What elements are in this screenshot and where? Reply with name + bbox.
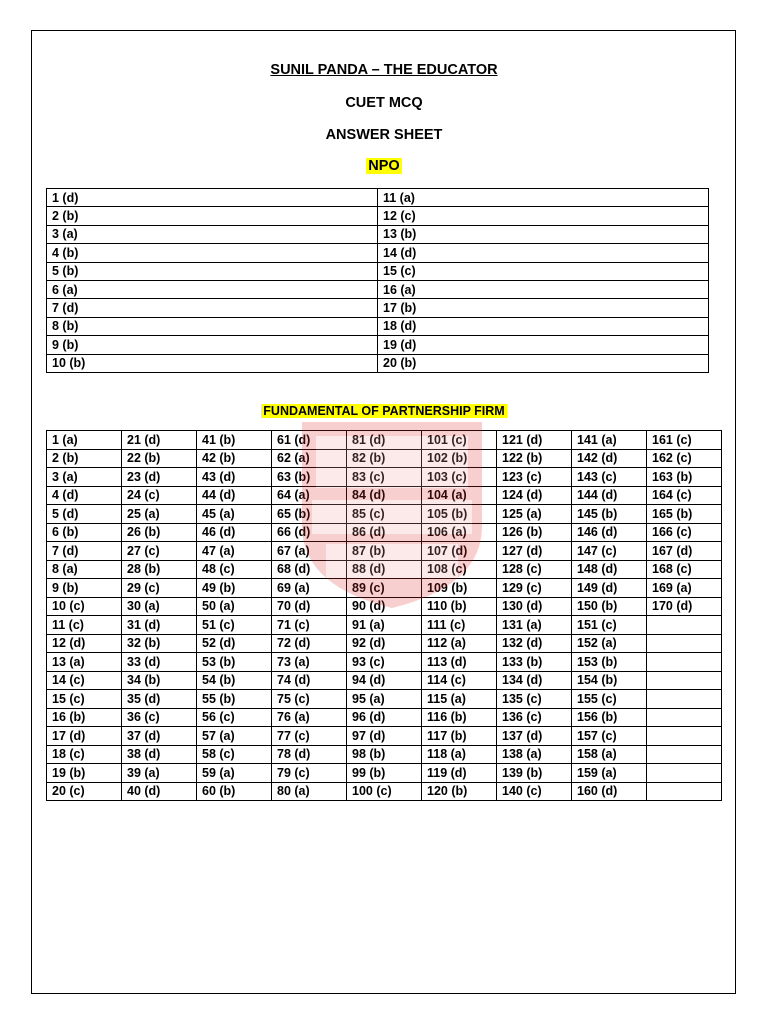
answer-cell: 13 (b) <box>378 225 709 243</box>
answer-cell: 12 (c) <box>378 207 709 225</box>
answer-cell: 151 (c) <box>572 616 647 635</box>
answer-cell: 120 (b) <box>422 782 497 801</box>
answer-cell: 15 (c) <box>47 690 122 709</box>
answer-cell: 10 (c) <box>47 597 122 616</box>
table-row <box>47 207 709 225</box>
answer-cell: 67 (a) <box>272 542 347 561</box>
answer-cell: 8 (a) <box>47 560 122 579</box>
answer-cell: 79 (c) <box>272 764 347 783</box>
answer-cell: 136 (c) <box>497 708 572 727</box>
answer-cell: 4 (d) <box>47 486 122 505</box>
answer-cell: 103 (c) <box>422 468 497 487</box>
answer-cell: 112 (a) <box>422 634 497 653</box>
answer-cell: 73 (a) <box>272 653 347 672</box>
answer-cell: 63 (b) <box>272 468 347 487</box>
answer-cell: 37 (d) <box>122 727 197 746</box>
answer-cell: 25 (a) <box>122 505 197 524</box>
answer-cell: 114 (c) <box>422 671 497 690</box>
table-row <box>47 560 722 579</box>
answer-cell: 162 (c) <box>647 449 722 468</box>
table-row <box>47 523 722 542</box>
answer-cell: 126 (b) <box>497 523 572 542</box>
answer-cell: 60 (b) <box>197 782 272 801</box>
answer-cell: 3 (a) <box>47 225 378 243</box>
table-row <box>47 262 709 280</box>
section-heading-npo <box>0 157 768 175</box>
answer-cell: 74 (d) <box>272 671 347 690</box>
answer-cell: 18 (d) <box>378 317 709 335</box>
page-subtitle: CUET MCQ <box>345 95 423 111</box>
answer-cell: 11 (c) <box>47 616 122 635</box>
answer-cell: 157 (c) <box>572 727 647 746</box>
answer-cell: 142 (d) <box>572 449 647 468</box>
answer-cell: 97 (d) <box>347 727 422 746</box>
answer-cell: 19 (b) <box>47 764 122 783</box>
answer-cell: 52 (d) <box>197 634 272 653</box>
answer-cell: 76 (a) <box>272 708 347 727</box>
answer-cell: 62 (a) <box>272 449 347 468</box>
answer-cell: 148 (d) <box>572 560 647 579</box>
answer-cell: 143 (c) <box>572 468 647 487</box>
answer-cell: 146 (d) <box>572 523 647 542</box>
table-row <box>47 671 722 690</box>
answer-cell: 96 (d) <box>347 708 422 727</box>
answer-cell <box>647 653 722 672</box>
answer-cell: 20 (c) <box>47 782 122 801</box>
answer-cell: 133 (b) <box>497 653 572 672</box>
answer-cell: 61 (d) <box>272 431 347 450</box>
answer-cell: 113 (d) <box>422 653 497 672</box>
answer-cell: 57 (a) <box>197 727 272 746</box>
answer-cell: 6 (b) <box>47 523 122 542</box>
answer-cell: 122 (b) <box>497 449 572 468</box>
answer-cell: 77 (c) <box>272 727 347 746</box>
answer-cell: 56 (c) <box>197 708 272 727</box>
answer-cell: 90 (d) <box>347 597 422 616</box>
answer-cell: 87 (b) <box>347 542 422 561</box>
answer-cell: 14 (d) <box>378 244 709 262</box>
answer-cell <box>647 616 722 635</box>
answer-cell: 98 (b) <box>347 745 422 764</box>
answer-cell: 134 (d) <box>497 671 572 690</box>
answer-cell: 1 (d) <box>47 189 378 207</box>
npo-answer-table <box>46 188 709 373</box>
answer-cell: 48 (c) <box>197 560 272 579</box>
answer-cell: 147 (c) <box>572 542 647 561</box>
answer-cell: 100 (c) <box>347 782 422 801</box>
answer-cell: 7 (d) <box>47 542 122 561</box>
table-row <box>47 745 722 764</box>
answer-cell: 17 (d) <box>47 727 122 746</box>
answer-cell: 78 (d) <box>272 745 347 764</box>
answer-cell: 144 (d) <box>572 486 647 505</box>
answer-cell: 30 (a) <box>122 597 197 616</box>
answer-cell: 167 (d) <box>647 542 722 561</box>
answer-cell: 13 (a) <box>47 653 122 672</box>
answer-cell: 42 (b) <box>197 449 272 468</box>
table-row <box>47 727 722 746</box>
answer-cell: 31 (d) <box>122 616 197 635</box>
answer-cell: 32 (b) <box>122 634 197 653</box>
answer-cell <box>647 634 722 653</box>
answer-cell: 29 (c) <box>122 579 197 598</box>
answer-cell: 35 (d) <box>122 690 197 709</box>
answer-cell: 121 (d) <box>497 431 572 450</box>
answer-cell: 138 (a) <box>497 745 572 764</box>
answer-cell: 118 (a) <box>422 745 497 764</box>
answer-cell: 64 (a) <box>272 486 347 505</box>
answer-cell: 91 (a) <box>347 616 422 635</box>
answer-cell: 169 (a) <box>647 579 722 598</box>
answer-cell: 40 (d) <box>122 782 197 801</box>
answer-cell: 139 (b) <box>497 764 572 783</box>
answer-cell: 155 (c) <box>572 690 647 709</box>
answer-cell: 9 (b) <box>47 336 378 354</box>
answer-cell: 156 (b) <box>572 708 647 727</box>
answer-cell: 88 (d) <box>347 560 422 579</box>
answer-cell: 50 (a) <box>197 597 272 616</box>
answer-cell: 102 (b) <box>422 449 497 468</box>
answer-cell: 47 (a) <box>197 542 272 561</box>
answer-cell: 27 (c) <box>122 542 197 561</box>
answer-cell: 115 (a) <box>422 690 497 709</box>
answer-cell: 99 (b) <box>347 764 422 783</box>
answer-cell: 11 (a) <box>378 189 709 207</box>
answer-cell: 1 (a) <box>47 431 122 450</box>
answer-cell: 117 (b) <box>422 727 497 746</box>
answer-cell: 22 (b) <box>122 449 197 468</box>
table-row <box>47 505 722 524</box>
answer-cell: 23 (d) <box>122 468 197 487</box>
answer-cell: 80 (a) <box>272 782 347 801</box>
answer-cell: 84 (d) <box>347 486 422 505</box>
answer-cell: 53 (b) <box>197 653 272 672</box>
table-row <box>47 690 722 709</box>
answer-cell: 20 (b) <box>378 354 709 372</box>
answer-cell: 111 (c) <box>422 616 497 635</box>
table-row <box>47 486 722 505</box>
answer-cell: 8 (b) <box>47 317 378 335</box>
page-title: SUNIL PANDA – THE EDUCATOR <box>270 62 498 78</box>
table-row <box>47 542 722 561</box>
answer-cell: 158 (a) <box>572 745 647 764</box>
answer-cell: 150 (b) <box>572 597 647 616</box>
answer-cell: 130 (d) <box>497 597 572 616</box>
answer-cell: 128 (c) <box>497 560 572 579</box>
answer-cell: 110 (b) <box>422 597 497 616</box>
answer-cell: 21 (d) <box>122 431 197 450</box>
table-row <box>47 653 722 672</box>
npo-label: NPO <box>368 158 400 174</box>
answer-cell: 119 (d) <box>422 764 497 783</box>
answer-cell: 66 (d) <box>272 523 347 542</box>
answer-cell: 5 (d) <box>47 505 122 524</box>
answer-cell: 16 (a) <box>378 280 709 298</box>
answer-cell: 109 (b) <box>422 579 497 598</box>
answer-cell: 160 (d) <box>572 782 647 801</box>
answer-cell: 3 (a) <box>47 468 122 487</box>
answer-cell: 9 (b) <box>47 579 122 598</box>
answer-cell: 81 (d) <box>347 431 422 450</box>
answer-cell: 2 (b) <box>47 207 378 225</box>
table-row <box>47 189 709 207</box>
table-row <box>47 225 709 243</box>
answer-cell: 131 (a) <box>497 616 572 635</box>
answer-cell: 165 (b) <box>647 505 722 524</box>
answer-cell: 5 (b) <box>47 262 378 280</box>
table-row <box>47 764 722 783</box>
answer-cell: 106 (a) <box>422 523 497 542</box>
answer-cell: 125 (a) <box>497 505 572 524</box>
answer-cell: 108 (c) <box>422 560 497 579</box>
answer-cell: 75 (c) <box>272 690 347 709</box>
answer-cell: 2 (b) <box>47 449 122 468</box>
answer-cell: 83 (c) <box>347 468 422 487</box>
sheet-label: ANSWER SHEET <box>325 127 443 143</box>
answer-cell: 168 (c) <box>647 560 722 579</box>
answer-cell: 163 (b) <box>647 468 722 487</box>
answer-cell: 123 (c) <box>497 468 572 487</box>
answer-cell: 105 (b) <box>422 505 497 524</box>
table-row <box>47 579 722 598</box>
answer-cell: 159 (a) <box>572 764 647 783</box>
answer-cell: 49 (b) <box>197 579 272 598</box>
answer-cell: 41 (b) <box>197 431 272 450</box>
table-row <box>47 708 722 727</box>
answer-cell: 92 (d) <box>347 634 422 653</box>
answer-cell: 36 (c) <box>122 708 197 727</box>
answer-cell: 55 (b) <box>197 690 272 709</box>
answer-cell: 70 (d) <box>272 597 347 616</box>
answer-cell: 153 (b) <box>572 653 647 672</box>
table-row <box>47 280 709 298</box>
answer-cell <box>647 764 722 783</box>
table-row <box>47 634 722 653</box>
answer-cell: 82 (b) <box>347 449 422 468</box>
answer-cell: 69 (a) <box>272 579 347 598</box>
answer-cell: 72 (d) <box>272 634 347 653</box>
answer-cell: 51 (c) <box>197 616 272 635</box>
answer-cell: 161 (c) <box>647 431 722 450</box>
table-row <box>47 244 709 262</box>
partnership-answer-table <box>46 430 722 801</box>
answer-cell: 6 (a) <box>47 280 378 298</box>
answer-cell: 68 (d) <box>272 560 347 579</box>
table-row <box>47 597 722 616</box>
answer-cell: 12 (d) <box>47 634 122 653</box>
answer-cell: 95 (a) <box>347 690 422 709</box>
answer-cell: 18 (c) <box>47 745 122 764</box>
answer-cell <box>647 690 722 709</box>
answer-cell: 135 (c) <box>497 690 572 709</box>
table-row <box>47 299 709 317</box>
answer-cell: 4 (b) <box>47 244 378 262</box>
table-row <box>47 336 709 354</box>
answer-cell: 94 (d) <box>347 671 422 690</box>
answer-cell: 107 (d) <box>422 542 497 561</box>
answer-cell: 141 (a) <box>572 431 647 450</box>
answer-cell: 145 (b) <box>572 505 647 524</box>
answer-cell: 132 (d) <box>497 634 572 653</box>
answer-cell <box>647 708 722 727</box>
answer-cell: 89 (c) <box>347 579 422 598</box>
answer-cell: 86 (d) <box>347 523 422 542</box>
answer-cell: 93 (c) <box>347 653 422 672</box>
answer-cell: 33 (d) <box>122 653 197 672</box>
answer-cell: 44 (d) <box>197 486 272 505</box>
answer-cell: 154 (b) <box>572 671 647 690</box>
answer-cell: 170 (d) <box>647 597 722 616</box>
answer-cell <box>647 671 722 690</box>
answer-cell: 166 (c) <box>647 523 722 542</box>
answer-cell: 19 (d) <box>378 336 709 354</box>
answer-cell: 116 (b) <box>422 708 497 727</box>
answer-cell: 65 (b) <box>272 505 347 524</box>
answer-cell: 71 (c) <box>272 616 347 635</box>
table-row <box>47 468 722 487</box>
answer-cell: 26 (b) <box>122 523 197 542</box>
answer-cell: 101 (c) <box>422 431 497 450</box>
table-row <box>47 431 722 450</box>
answer-cell: 28 (b) <box>122 560 197 579</box>
answer-cell: 58 (c) <box>197 745 272 764</box>
answer-cell: 14 (c) <box>47 671 122 690</box>
answer-cell: 104 (a) <box>422 486 497 505</box>
answer-cell <box>647 782 722 801</box>
answer-cell: 45 (a) <box>197 505 272 524</box>
answer-cell: 10 (b) <box>47 354 378 372</box>
answer-cell <box>647 727 722 746</box>
answer-cell: 17 (b) <box>378 299 709 317</box>
answer-cell: 16 (b) <box>47 708 122 727</box>
answer-cell: 43 (d) <box>197 468 272 487</box>
answer-cell: 164 (c) <box>647 486 722 505</box>
table-row <box>47 317 709 335</box>
answer-cell: 127 (d) <box>497 542 572 561</box>
answer-cell: 46 (d) <box>197 523 272 542</box>
answer-cell: 24 (c) <box>122 486 197 505</box>
answer-cell: 38 (d) <box>122 745 197 764</box>
answer-cell: 15 (c) <box>378 262 709 280</box>
table-row <box>47 449 722 468</box>
answer-cell <box>647 745 722 764</box>
answer-cell: 137 (d) <box>497 727 572 746</box>
answer-cell: 152 (a) <box>572 634 647 653</box>
answer-cell: 149 (d) <box>572 579 647 598</box>
answer-cell: 7 (d) <box>47 299 378 317</box>
table-row <box>47 354 709 372</box>
answer-cell: 54 (b) <box>197 671 272 690</box>
answer-cell: 39 (a) <box>122 764 197 783</box>
table-row <box>47 616 722 635</box>
answer-cell: 140 (c) <box>497 782 572 801</box>
answer-cell: 59 (a) <box>197 764 272 783</box>
answer-cell: 34 (b) <box>122 671 197 690</box>
answer-cell: 85 (c) <box>347 505 422 524</box>
partnership-label: FUNDAMENTAL OF PARTNERSHIP FIRM <box>263 404 505 418</box>
section-heading-partnership <box>0 402 768 420</box>
answer-cell: 124 (d) <box>497 486 572 505</box>
answer-cell: 129 (c) <box>497 579 572 598</box>
table-row <box>47 782 722 801</box>
